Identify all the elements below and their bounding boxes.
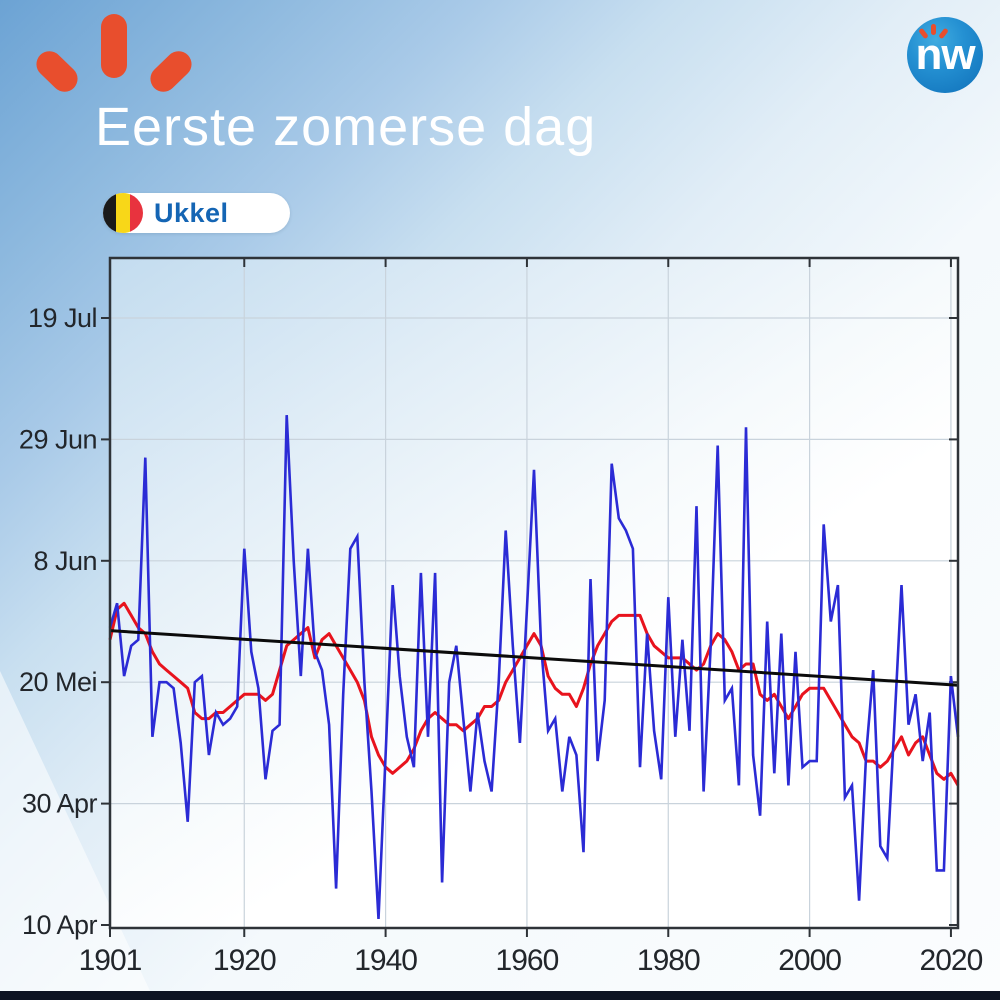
y-tick-label: 30 Apr	[21, 788, 97, 819]
y-tick-label: 10 Apr	[21, 910, 97, 940]
x-tick-label: 1960	[495, 944, 559, 977]
y-tick-label: 19 Jul	[27, 303, 97, 333]
x-tick-label: 1940	[354, 944, 417, 977]
x-tick-label: 1920	[212, 944, 276, 977]
y-tick-label: 29 Jun	[18, 424, 97, 455]
logo-text: nw	[915, 30, 975, 79]
x-tick-label: 1980	[636, 944, 700, 977]
y-tick-label: 20 Mei	[18, 667, 97, 698]
x-tick-label: 2020	[919, 944, 983, 977]
footer-bar	[0, 991, 1000, 1000]
x-tick-label: 1901	[78, 944, 142, 977]
x-tick-label: 2000	[778, 944, 841, 977]
y-tick-label: 8 Jun	[33, 545, 97, 576]
page-title: Eerste zomerse dag	[95, 97, 597, 157]
location-badge-label: Ukkel	[154, 198, 229, 228]
